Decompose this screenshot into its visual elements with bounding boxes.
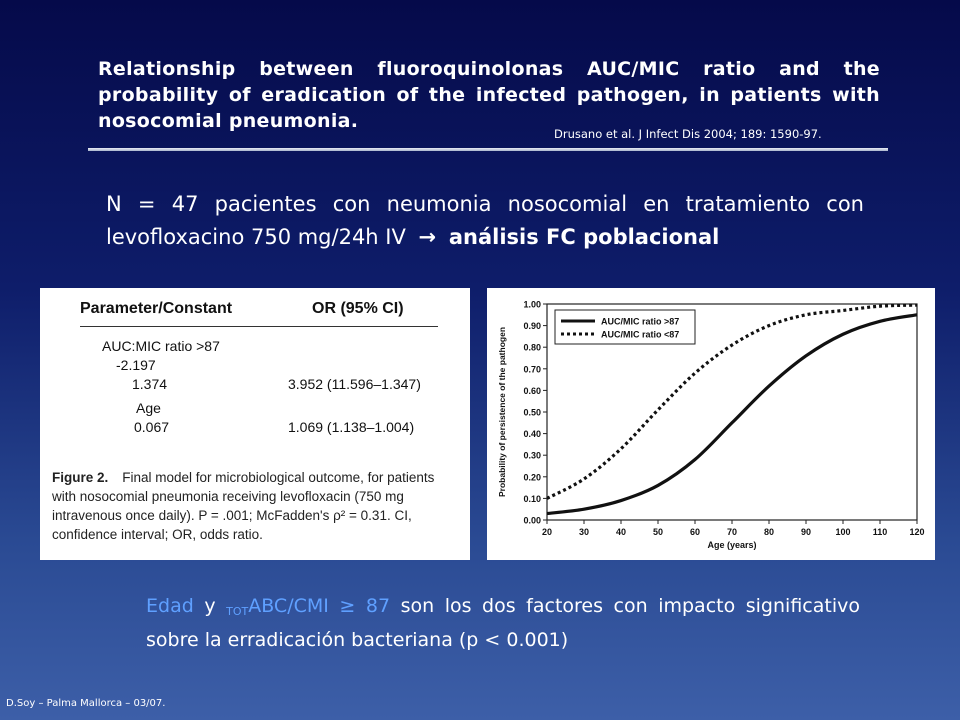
caption-text: Final model for microbiological outcome, for patients with nosocomial pneumonia receiving levofloxacin (750 mg intravenous once daily). P = .001; McFadden's ρ² = 0.31. CI, confidence interval; OR, odds ratio. — [52, 470, 435, 542]
table-header — [80, 300, 438, 327]
odds-ratio-table — [40, 288, 470, 560]
x-tick-label: 40 — [615, 527, 627, 537]
x-tick-label: 30 — [578, 527, 590, 537]
citation: Drusano et al. J Infect Dis 2004; 189: 1590-97. — [554, 127, 822, 141]
x-tick-label: 120 — [909, 527, 925, 537]
y-tick-label: 0.70 — [523, 364, 541, 375]
probability-chart — [487, 288, 935, 560]
x-tick-label: 110 — [872, 527, 888, 537]
col-header-parameter: Parameter/Constant — [80, 300, 233, 317]
study-summary-text: N = 47 pacientes con neumonia nosocomial en tratamiento con levofloxacino 750 mg/24h IV — [106, 192, 864, 249]
table-cell-param: 0.067 — [134, 419, 170, 435]
legend-label: AUC/MIC ratio <87 — [601, 329, 680, 340]
y-tick-label: 0.20 — [523, 472, 541, 483]
x-axis-label: Age (years) — [707, 540, 757, 550]
x-tick-label: 60 — [689, 527, 701, 537]
y-tick-label: 0.30 — [523, 450, 541, 461]
y-tick-label: 0.60 — [523, 385, 541, 396]
study-summary — [106, 188, 864, 254]
table-cell-param: -2.197 — [116, 357, 156, 373]
x-tick-label: 70 — [726, 527, 738, 537]
y-tick-label: 0.00 — [523, 515, 541, 526]
table-cell-param: 1.374 — [132, 376, 168, 392]
y-axis-label: Probability of persistence of the pathogen — [497, 326, 507, 498]
x-tick-label: 20 — [541, 527, 553, 537]
x-tick-label: 90 — [800, 527, 812, 537]
x-tick-label: 80 — [763, 527, 775, 537]
x-tick-label: 100 — [835, 527, 851, 537]
figure-caption — [52, 468, 460, 544]
table-cell-or: 3.952 (11.596–1.347) — [288, 376, 421, 392]
legend-label: AUC/MIC ratio >87 — [601, 316, 680, 327]
x-tick-label: 50 — [652, 527, 664, 537]
table-cell-param: AUC:MIC ratio >87 — [102, 338, 220, 354]
chart-panel — [487, 288, 935, 560]
table-cell-param: Age — [136, 400, 161, 416]
y-tick-label: 0.50 — [523, 407, 541, 418]
y-tick-label: 0.40 — [523, 429, 541, 440]
caption-label: Figure 2. — [52, 470, 109, 485]
conclusion-sub: TOT — [226, 605, 249, 618]
analysis-label: análisis FC poblacional — [448, 225, 720, 249]
slide-title: Relationship between fluoroquinolonas AUC/MIC ratio and the probability of eradication of the infected pathogen, in patients with nosocomial pneumonia. — [98, 58, 880, 132]
conclusion-rest: son los dos factores con impacto significativo sobre la erradicación bacteriana (p < 0.001) — [146, 595, 860, 651]
y-tick-label: 0.90 — [523, 321, 541, 332]
table-cell-or: 1.069 (1.138–1.004) — [288, 419, 415, 435]
y-tick-label: 0.80 — [523, 342, 541, 353]
footer-credit: D.Soy – Palma Mallorca – 03/07. — [6, 698, 166, 709]
conclusion-and: y — [204, 595, 216, 617]
conclusion — [146, 592, 860, 655]
y-tick-label: 0.10 — [523, 493, 541, 504]
right-arrow-icon: → — [418, 225, 437, 249]
conclusion-edad: Edad — [146, 595, 194, 617]
title-divider — [88, 148, 888, 151]
y-tick-label: 1.00 — [523, 299, 541, 310]
conclusion-ratio: ABC/CMI ≥ 87 — [248, 595, 391, 617]
col-header-or: OR (95% CI) — [312, 300, 404, 317]
